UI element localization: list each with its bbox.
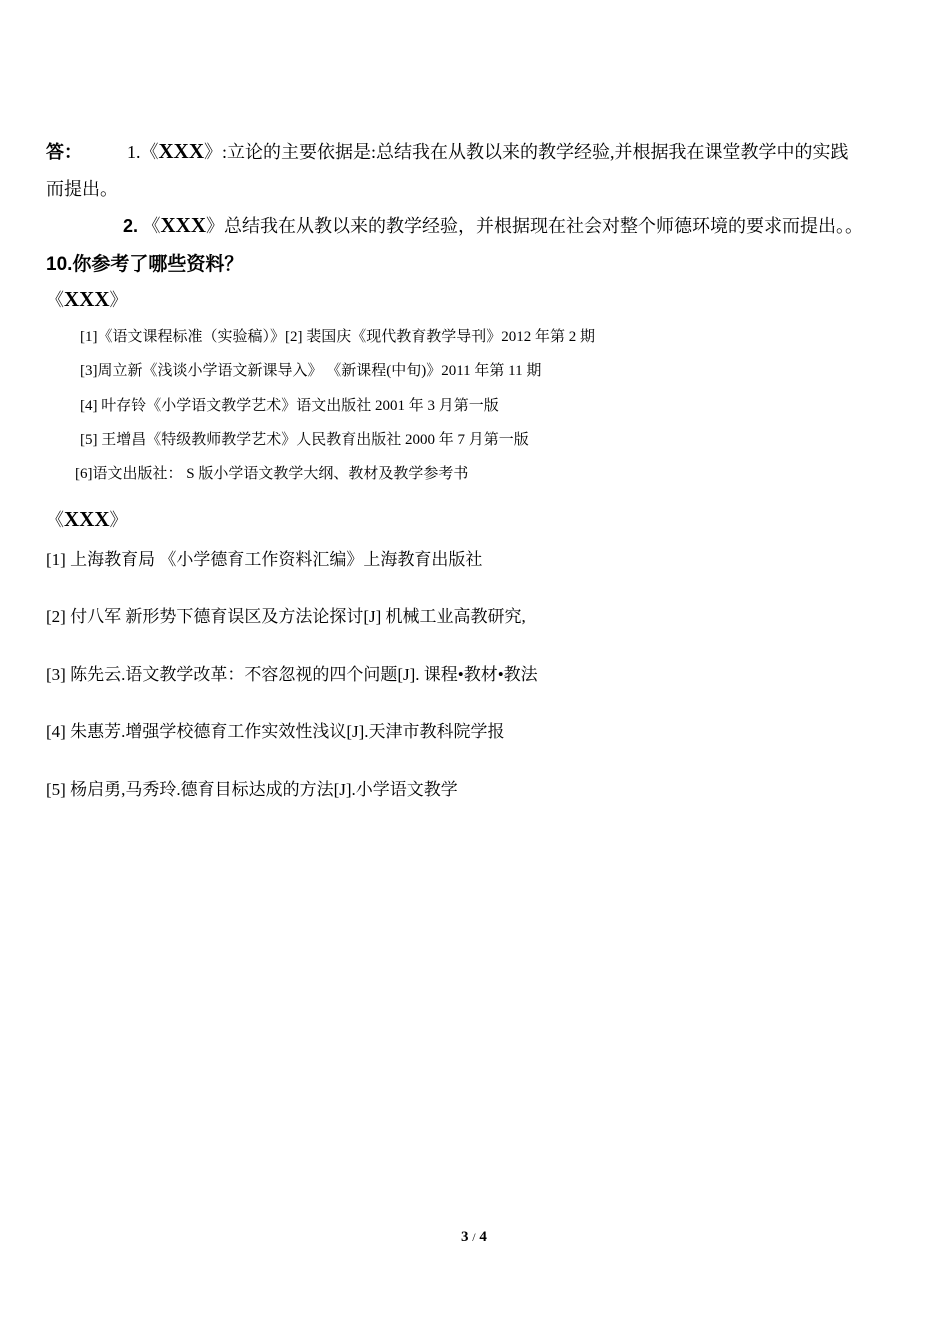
group2-ref-2: [2] 付八军 新形势下德育误区及方法论探讨[J] 机械工业高教研究, (46, 607, 526, 626)
group1-ref-3: [4] 叶存铃《小学语文教学艺术》语文出版社 2001 年 3 月第一版 (80, 398, 499, 414)
group1-ref-5: [6]语文出版社： S 版小学语文教学大纲、教材及教学参考书 (75, 466, 469, 482)
answer-item1-close-bracket: 》 (204, 142, 222, 162)
answer-item2 (123, 212, 863, 238)
page-number-total: 4 (479, 1229, 487, 1245)
group1-ref-4: [5] 王增昌《特级教师教学艺术》人民教育出版社 2000 年 7 月第一版 (80, 432, 529, 448)
answer-item1-title: XXX (158, 139, 204, 163)
group2-close-bracket: 》 (109, 510, 128, 530)
group1-ref-2: [3]周立新《浅谈小学语文新课导入》 《新课程(中旬)》2011 年第 11 期 (80, 363, 542, 379)
group2-ref-5: [5] 杨启勇,马秀玲.德育目标达成的方法[J].小学语文教学 (46, 780, 458, 799)
answer-item1-text: :立论的主要依据是:总结我在从教以来的教学经验,并根据我在课堂教学中的实践 (222, 142, 849, 162)
group1-close-bracket: 》 (109, 290, 128, 310)
answer-item1-open-bracket: 《 (140, 142, 159, 162)
page-number-separator: / (472, 1230, 476, 1244)
answer-item2-close-bracket: 》 (206, 216, 225, 236)
answer-item1-number: 1. (127, 142, 141, 162)
answer-label: 答： (46, 142, 82, 162)
answer-line-1 (46, 138, 849, 164)
group1-title-text: XXX (64, 287, 110, 311)
group1-open-bracket: 《 (46, 290, 64, 310)
answer-item1-text-continued: 而提出。 (46, 179, 118, 199)
group2-ref-4: [4] 朱惠芳.增强学校德育工作实效性浅议[J].天津市教科院学报 (46, 722, 505, 741)
answer-item2-open-bracket: 《 (142, 216, 161, 236)
group2-title (46, 506, 128, 532)
group1-title (46, 286, 128, 312)
page-number (461, 1229, 487, 1246)
group2-open-bracket: 《 (46, 510, 64, 530)
answer-item2-number: 2. (123, 216, 139, 236)
answer-item2-title: XXX (160, 213, 207, 237)
group1-ref-1: [1]《语文课程标准（实验稿）》[2] 裴国庆《现代教育教学导刊》2012 年第 2 期 (80, 329, 595, 345)
group2-ref-1: [1] 上海教育局 《小学德育工作资料汇编》上海教育出版社 (46, 550, 483, 569)
page-number-current: 3 (461, 1229, 469, 1245)
group2-ref-3: [3] 陈先云.语文教学改革：不容忽视的四个问题[J]. 课程•教材•教法 (46, 665, 538, 684)
group2-title-text: XXX (64, 507, 110, 531)
answer-line-2 (46, 175, 118, 201)
question-10-heading: 10.你参考了哪些资料？ (46, 254, 244, 275)
answer-item2-text: 总结我在从教以来的教学经验，并根据现在社会对整个师德环境的要求而提出。。 (224, 216, 864, 236)
